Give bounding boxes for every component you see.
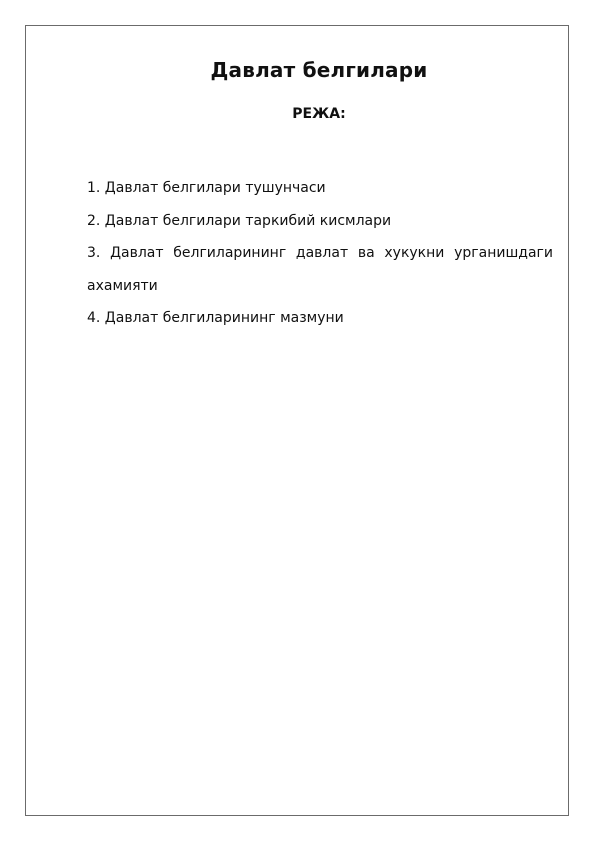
plan-item-2: 2. Давлат белгилари таркибий кисмлари	[87, 212, 392, 229]
plan-item-4: 4. Давлат белгиларининг мазмуни	[87, 310, 344, 326]
plan-item-1: 1. Давлат белгилари тушунчаси	[87, 180, 326, 196]
plan-heading: РЕЖА:	[292, 106, 346, 122]
plan-list	[87, 172, 553, 335]
plan-item-3: 3. Давлат белгиларининг давлат ва хукукни урганишдаги ахамияти	[87, 245, 553, 294]
document-title: Давлат белгилари	[210, 58, 428, 82]
page-frame	[25, 25, 569, 816]
